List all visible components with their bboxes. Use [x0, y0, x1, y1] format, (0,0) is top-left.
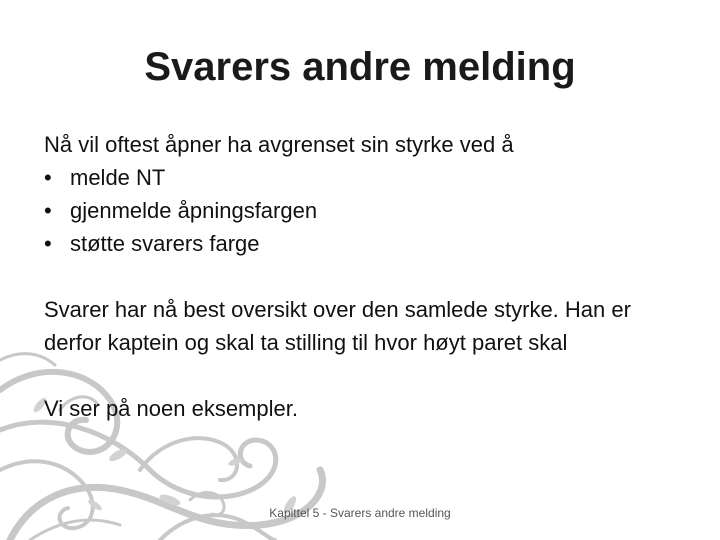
spacer [44, 359, 674, 392]
slide-footer: Kapittel 5 - Svarers andre melding [269, 506, 451, 520]
paragraph-captain: Svarer har nå best oversikt over den samlede styrke. Han er derfor kaptein og skal ta stilling til hvor høyt paret skal [44, 297, 631, 355]
bullet-list [44, 161, 674, 260]
slide-body [44, 128, 674, 425]
slide-title: Svarers andre melding [144, 45, 576, 89]
bullet-item: • melde NT [44, 161, 674, 194]
intro-text: Nå vil oftest åpner ha avgrenset sin styrke ved å [44, 132, 514, 157]
bullet-item: • gjenmelde åpningsfargen [44, 194, 674, 227]
paragraph-examples: Vi ser på noen eksempler. [44, 396, 298, 421]
bullet-item: • støtte svarers farge [44, 227, 674, 260]
spacer [44, 260, 674, 293]
